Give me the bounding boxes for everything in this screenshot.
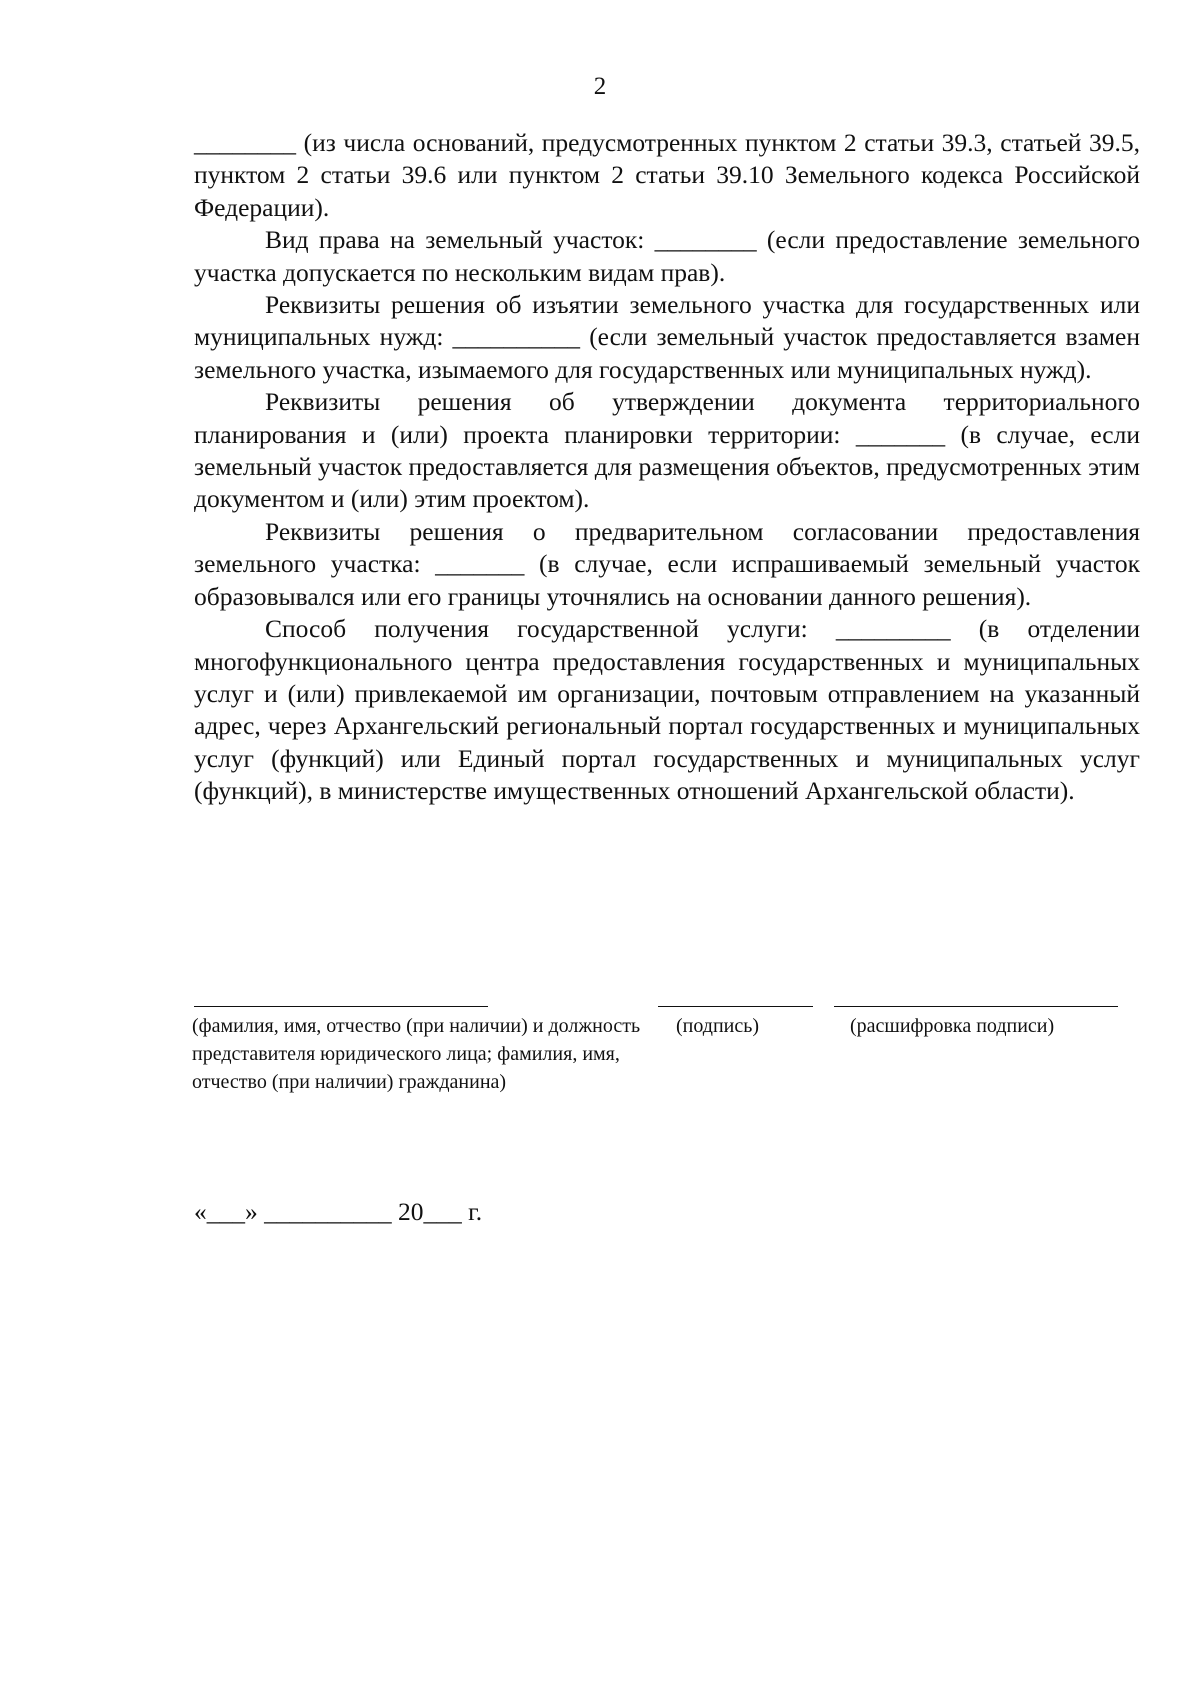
signature-line bbox=[658, 1006, 813, 1007]
paragraph-seizure-decision: Реквизиты решения об изъятии земельного участка для государственных или муниципальных нужд: __________ (если земельный участок предоставляется взамен земельного участка, изымаемого для государственных или муниципальных нужд). bbox=[194, 290, 1140, 384]
name-signature-line bbox=[194, 1006, 488, 1007]
page-number: 2 bbox=[593, 73, 607, 100]
paragraph-planning-decision: Реквизиты решения об утверждении документа территориального планирования и (или) проекта планировки территории: _______ (в случае, если земельный участок предоставляется для размещения объектов, предусмотренных этим документом и (или) этим проектом). bbox=[194, 387, 1141, 514]
paragraph-service-method: Способ получения государственной услуги: _________ (в отделении многофункционального центра предоставления государственных и муниципальных услуг и (или) привлекаемой им организации, почтовым отправлением на указанный адрес, через Архангельский региональный портал государственных и муниципальных услуг (функций) или Единый портал государственных и муниципальных услуг (функций), в министерстве имущественных отношений Архангельской области). bbox=[194, 614, 1140, 806]
signature-caption: (подпись) bbox=[676, 1015, 760, 1037]
name-caption: (фамилия, имя, отчество (при наличии) и должность представителя юридического лица; фамилия, имя, отчество (при наличии) гражданина) bbox=[192, 1015, 641, 1093]
decoding-signature-line bbox=[834, 1006, 1118, 1007]
document-body bbox=[194, 127, 1140, 808]
paragraph-right-type: Вид права на земельный участок: ________ (если предоставление земельного участка допускается по нескольким видам прав). bbox=[194, 225, 1140, 287]
date-line: «___» __________ 20___ г. bbox=[194, 1197, 483, 1226]
decoding-caption: (расшифровка подписи) bbox=[850, 1015, 1055, 1037]
paragraph-preliminary-approval: Реквизиты решения о предварительном согласовании предоставления земельного участка: _______ (в случае, если испрашиваемый земельный участок образовывался или его границы уточнялись на основании данного решения). bbox=[194, 516, 1140, 611]
paragraph-grounds: ________ (из числа оснований, предусмотренных пунктом 2 статьи 39.3, статьей 39.5, пунктом 2 статьи 39.6 или пунктом 2 статьи 39.10 Земельного кодекса Российской Федерации). bbox=[194, 128, 1140, 222]
